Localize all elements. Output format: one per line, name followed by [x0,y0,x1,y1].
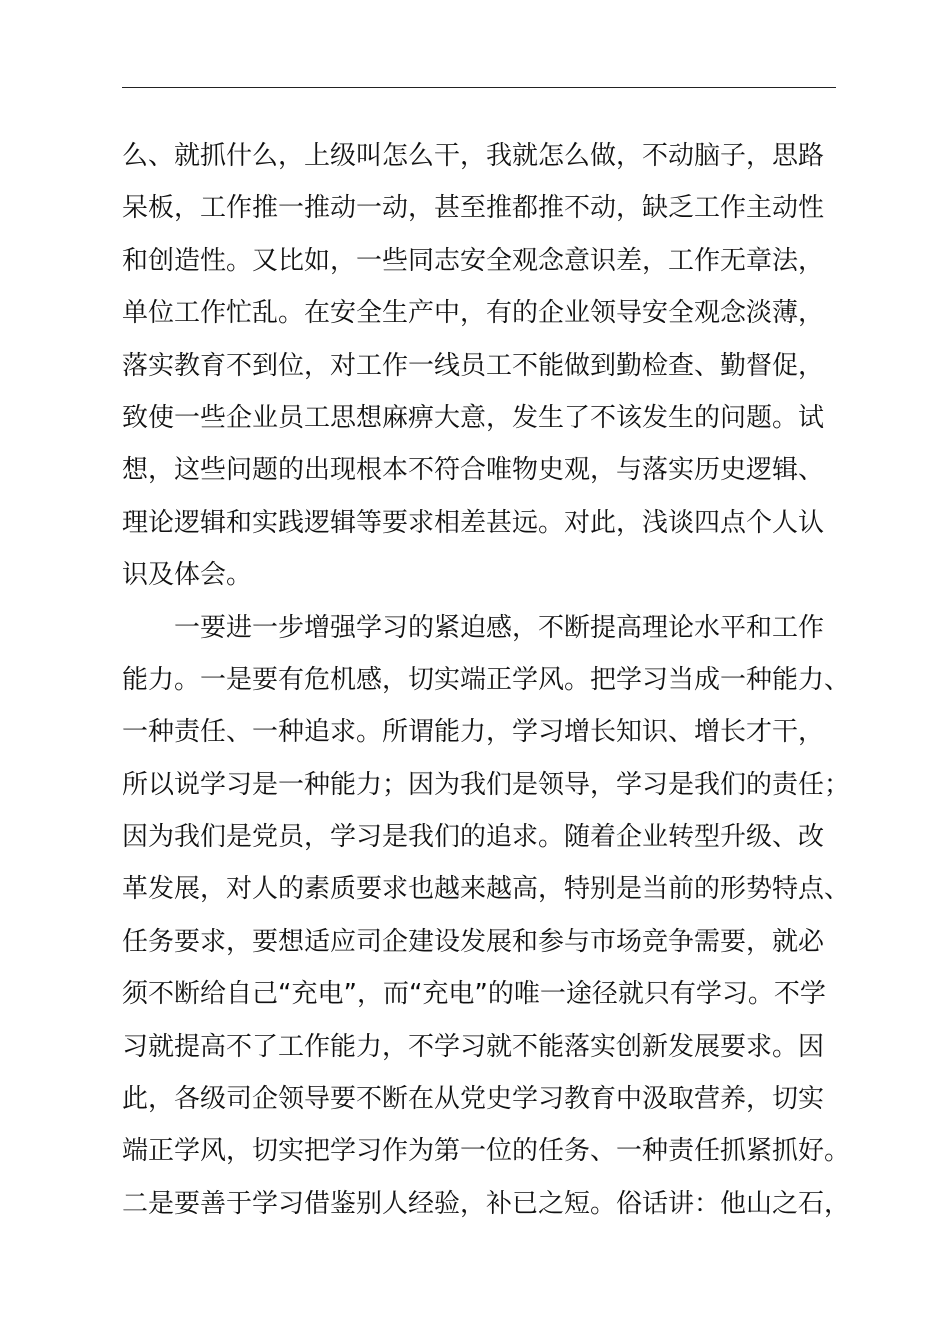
text-line: 端正学风，切实把学习作为第一位的任务、一种责任抓紧抓好。 [122,1136,851,1167]
text-line: 理论逻辑和实践逻辑等要求相差甚远。对此，浅谈四点个人认 [122,507,825,538]
header-rule [122,87,836,88]
text-line: 革发展，对人的素质要求也越来越高，特别是当前的形势特点、 [122,874,851,905]
text-line: 因为我们是党员，学习是我们的追求。随着企业转型升级、改 [122,822,825,853]
text-line: 落实教育不到位，对工作一线员工不能做到勤检查、勤督促， [122,350,825,381]
text-line: 二是要善于学习借鉴别人经验，补已之短。俗话讲：他山之石， [122,1188,851,1219]
paragraph-start-line: 一要进一步增强学习的紧迫感，不断提高理论水平和工作 [122,612,825,643]
text-line: 识及体会。 [122,560,253,591]
text-line: 么、就抓什么，上级叫怎么干，我就怎么做，不动脑子，思路 [122,141,825,171]
body-text [122,130,851,1230]
text-line: 单位工作忙乱。在安全生产中，有的企业领导安全观念淡薄， [122,298,825,329]
text-line: 想，这些问题的出现根本不符合唯物史观，与落实历史逻辑、 [122,455,825,486]
text-line: 须不断给自己“充电”，而“充电”的唯一途径就只有学习。不学 [122,979,826,1010]
text-line: 所以说学习是一种能力；因为我们是领导，学习是我们的责任； [122,769,851,800]
text-line: 呆板，工作推一推动一动，甚至推都推不动，缺乏工作主动性 [122,193,825,224]
text-line: 能力。一是要有危机感，切实端正学风。把学习当成一种能力、 [122,664,851,695]
text-line: 习就提高不了工作能力，不学习就不能落实创新发展要求。因 [122,1031,825,1062]
text-line: 此，各级司企领导要不断在从党史学习教育中汲取营养，切实 [122,1084,825,1115]
text-line: 和创造性。又比如，一些同志安全观念意识差，工作无章法， [122,245,825,276]
text-line: 致使一些企业员工思想麻痹大意，发生了不该发生的问题。试 [122,402,825,433]
text-line: 任务要求，要想适应司企建设发展和参与市场竞争需要，就必 [122,926,825,957]
text-line: 一种责任、一种追求。所谓能力，学习增长知识、增长才干， [122,717,825,748]
